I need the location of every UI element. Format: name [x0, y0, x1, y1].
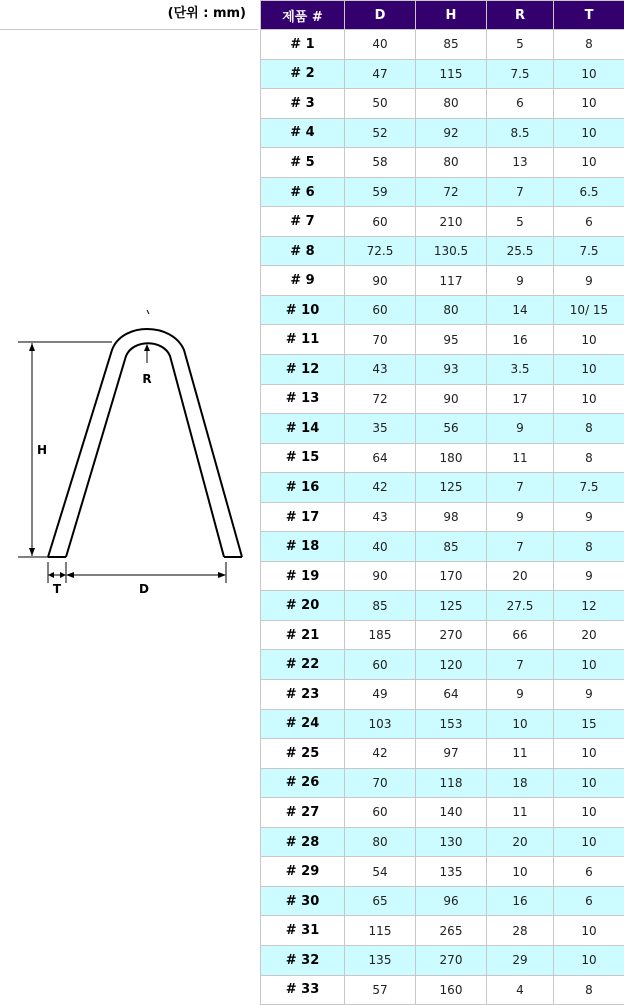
- r-value-cell: 8.5: [487, 118, 554, 148]
- d-value-cell: 57: [345, 975, 416, 1005]
- d-value-cell: 49: [345, 680, 416, 710]
- r-value-cell: 9: [487, 502, 554, 532]
- r-value-cell: 11: [487, 739, 554, 769]
- r-arrow: [144, 344, 150, 351]
- t-label: T: [53, 582, 62, 596]
- h-value-cell: 95: [416, 325, 487, 355]
- t-value-cell: 6: [554, 207, 624, 237]
- d-value-cell: 43: [345, 355, 416, 385]
- product-id-cell: # 4: [261, 118, 345, 148]
- product-id-cell: # 25: [261, 739, 345, 769]
- h-value-cell: 153: [416, 709, 487, 739]
- r-label: R: [142, 372, 151, 386]
- t-value-cell: 10: [554, 325, 624, 355]
- r-value-cell: 5: [487, 30, 554, 60]
- table-row: [261, 591, 624, 621]
- h-value-cell: 80: [416, 295, 487, 325]
- product-id-cell: # 19: [261, 561, 345, 591]
- table-row: [261, 768, 624, 798]
- h-value-cell: 92: [416, 118, 487, 148]
- d-value-cell: 90: [345, 561, 416, 591]
- table-row: [261, 177, 624, 207]
- r-value-cell: 13: [487, 148, 554, 178]
- product-id-cell: # 7: [261, 207, 345, 237]
- t-value-cell: 8: [554, 975, 624, 1005]
- r-value-cell: 20: [487, 561, 554, 591]
- h-value-cell: 85: [416, 532, 487, 562]
- t-value-cell: 6.5: [554, 177, 624, 207]
- d-value-cell: 103: [345, 709, 416, 739]
- h-value-cell: 160: [416, 975, 487, 1005]
- r-value-cell: 28: [487, 916, 554, 946]
- product-id-cell: # 15: [261, 443, 345, 473]
- h-value-cell: 170: [416, 561, 487, 591]
- r-value-cell: 4: [487, 975, 554, 1005]
- product-id-cell: # 27: [261, 798, 345, 828]
- header-h: H: [416, 1, 487, 30]
- t-arrow-left: [48, 572, 54, 578]
- r-value-cell: 6: [487, 89, 554, 119]
- table-row: [261, 236, 624, 266]
- h-value-cell: 130: [416, 827, 487, 857]
- product-id-cell: # 24: [261, 709, 345, 739]
- t-value-cell: 10: [554, 768, 624, 798]
- h-value-cell: 115: [416, 59, 487, 89]
- table-row: [261, 945, 624, 975]
- t-value-cell: 10: [554, 916, 624, 946]
- product-id-cell: # 20: [261, 591, 345, 621]
- r-value-cell: 14: [487, 295, 554, 325]
- r-value-cell: 11: [487, 443, 554, 473]
- d-value-cell: 58: [345, 148, 416, 178]
- d-arrow-left: [66, 572, 74, 578]
- product-id-cell: # 12: [261, 355, 345, 385]
- d-value-cell: 90: [345, 266, 416, 296]
- d-arrow-right: [218, 572, 226, 578]
- r-value-cell: 5: [487, 207, 554, 237]
- t-value-cell: 9: [554, 502, 624, 532]
- t-value-cell: 10: [554, 384, 624, 414]
- h-value-cell: 125: [416, 473, 487, 503]
- h-value-cell: 130.5: [416, 236, 487, 266]
- product-id-cell: # 30: [261, 886, 345, 916]
- d-value-cell: 40: [345, 532, 416, 562]
- t-value-cell: 10: [554, 355, 624, 385]
- t-value-cell: 6: [554, 857, 624, 887]
- product-id-cell: # 18: [261, 532, 345, 562]
- d-value-cell: 135: [345, 945, 416, 975]
- h-arrow-bottom: [29, 548, 35, 556]
- table-row: [261, 798, 624, 828]
- product-id-cell: # 3: [261, 89, 345, 119]
- t-value-cell: 10/ 15: [554, 295, 624, 325]
- r-value-cell: 11: [487, 798, 554, 828]
- d-value-cell: 40: [345, 30, 416, 60]
- t-value-cell: 9: [554, 561, 624, 591]
- r-value-cell: 29: [487, 945, 554, 975]
- product-id-cell: # 13: [261, 384, 345, 414]
- h-value-cell: 125: [416, 591, 487, 621]
- t-value-cell: 10: [554, 945, 624, 975]
- d-value-cell: 42: [345, 473, 416, 503]
- table-row: [261, 916, 624, 946]
- t-arrow-right: [60, 572, 66, 578]
- d-value-cell: 35: [345, 414, 416, 444]
- table-row: [261, 561, 624, 591]
- h-label: H: [37, 443, 47, 457]
- header-t: T: [554, 1, 624, 30]
- header-product: 제품 #: [261, 1, 345, 30]
- bracket-dimension-diagram: [0, 300, 258, 610]
- h-value-cell: 120: [416, 650, 487, 680]
- t-value-cell: 7.5: [554, 236, 624, 266]
- t-value-cell: 10: [554, 148, 624, 178]
- r-value-cell: 10: [487, 709, 554, 739]
- t-value-cell: 20: [554, 620, 624, 650]
- table-row: [261, 739, 624, 769]
- d-value-cell: 52: [345, 118, 416, 148]
- product-spec-table: [260, 0, 624, 1005]
- d-value-cell: 72: [345, 384, 416, 414]
- product-id-cell: # 11: [261, 325, 345, 355]
- r-value-cell: 18: [487, 768, 554, 798]
- d-value-cell: 54: [345, 857, 416, 887]
- t-value-cell: 6: [554, 886, 624, 916]
- product-id-cell: # 2: [261, 59, 345, 89]
- t-value-cell: 10: [554, 827, 624, 857]
- product-id-cell: # 14: [261, 414, 345, 444]
- h-value-cell: 180: [416, 443, 487, 473]
- t-value-cell: 12: [554, 591, 624, 621]
- table-row: [261, 118, 624, 148]
- h-value-cell: 85: [416, 30, 487, 60]
- product-id-cell: # 10: [261, 295, 345, 325]
- header-d: D: [345, 1, 416, 30]
- t-value-cell: 8: [554, 532, 624, 562]
- product-id-cell: # 31: [261, 916, 345, 946]
- product-id-cell: # 26: [261, 768, 345, 798]
- d-value-cell: 72.5: [345, 236, 416, 266]
- bracket-mark: [147, 310, 149, 314]
- table-row: [261, 325, 624, 355]
- h-value-cell: 97: [416, 739, 487, 769]
- t-value-cell: 8: [554, 414, 624, 444]
- d-value-cell: 115: [345, 916, 416, 946]
- table-row: [261, 886, 624, 916]
- table-row: [261, 295, 624, 325]
- table-row: [261, 975, 624, 1005]
- h-value-cell: 140: [416, 798, 487, 828]
- d-value-cell: 60: [345, 207, 416, 237]
- h-value-cell: 72: [416, 177, 487, 207]
- h-value-cell: 80: [416, 89, 487, 119]
- table-row: [261, 857, 624, 887]
- t-value-cell: 10: [554, 89, 624, 119]
- unit-label: (단위 : mm): [0, 0, 258, 28]
- product-id-cell: # 29: [261, 857, 345, 887]
- h-value-cell: 98: [416, 502, 487, 532]
- table-row: [261, 148, 624, 178]
- product-id-cell: # 32: [261, 945, 345, 975]
- r-value-cell: 16: [487, 886, 554, 916]
- product-id-cell: # 17: [261, 502, 345, 532]
- table-row: [261, 473, 624, 503]
- table-row: [261, 30, 624, 60]
- d-value-cell: 65: [345, 886, 416, 916]
- r-value-cell: 9: [487, 414, 554, 444]
- h-value-cell: 117: [416, 266, 487, 296]
- product-id-cell: # 5: [261, 148, 345, 178]
- d-value-cell: 60: [345, 798, 416, 828]
- product-id-cell: # 1: [261, 30, 345, 60]
- table-row: [261, 59, 624, 89]
- product-id-cell: # 22: [261, 650, 345, 680]
- product-id-cell: # 16: [261, 473, 345, 503]
- r-value-cell: 7: [487, 532, 554, 562]
- d-value-cell: 185: [345, 620, 416, 650]
- r-value-cell: 20: [487, 827, 554, 857]
- table-row: [261, 827, 624, 857]
- d-value-cell: 43: [345, 502, 416, 532]
- h-value-cell: 265: [416, 916, 487, 946]
- table-row: [261, 532, 624, 562]
- r-value-cell: 9: [487, 266, 554, 296]
- r-value-cell: 9: [487, 680, 554, 710]
- t-value-cell: 8: [554, 30, 624, 60]
- d-value-cell: 64: [345, 443, 416, 473]
- product-id-cell: # 28: [261, 827, 345, 857]
- d-value-cell: 42: [345, 739, 416, 769]
- table-row: [261, 89, 624, 119]
- r-value-cell: 66: [487, 620, 554, 650]
- d-value-cell: 59: [345, 177, 416, 207]
- h-value-cell: 93: [416, 355, 487, 385]
- r-value-cell: 10: [487, 857, 554, 887]
- h-value-cell: 90: [416, 384, 487, 414]
- t-value-cell: 15: [554, 709, 624, 739]
- h-value-cell: 270: [416, 945, 487, 975]
- r-value-cell: 25.5: [487, 236, 554, 266]
- h-value-cell: 135: [416, 857, 487, 887]
- h-value-cell: 210: [416, 207, 487, 237]
- d-value-cell: 80: [345, 827, 416, 857]
- t-value-cell: 9: [554, 266, 624, 296]
- table-row: [261, 650, 624, 680]
- t-value-cell: 10: [554, 59, 624, 89]
- t-value-cell: 10: [554, 650, 624, 680]
- table-row: [261, 414, 624, 444]
- t-value-cell: 10: [554, 798, 624, 828]
- d-value-cell: 60: [345, 650, 416, 680]
- h-value-cell: 270: [416, 620, 487, 650]
- table-row: [261, 620, 624, 650]
- d-value-cell: 85: [345, 591, 416, 621]
- h-value-cell: 64: [416, 680, 487, 710]
- product-id-cell: # 6: [261, 177, 345, 207]
- h-value-cell: 118: [416, 768, 487, 798]
- r-value-cell: 27.5: [487, 591, 554, 621]
- d-label: D: [139, 582, 149, 596]
- d-value-cell: 47: [345, 59, 416, 89]
- header-r: R: [487, 1, 554, 30]
- d-value-cell: 50: [345, 89, 416, 119]
- product-id-cell: # 8: [261, 236, 345, 266]
- r-value-cell: 7: [487, 473, 554, 503]
- diagram-panel: [0, 29, 258, 973]
- d-value-cell: 70: [345, 768, 416, 798]
- r-value-cell: 3.5: [487, 355, 554, 385]
- product-id-cell: # 9: [261, 266, 345, 296]
- table-row: [261, 709, 624, 739]
- r-value-cell: 17: [487, 384, 554, 414]
- t-value-cell: 8: [554, 443, 624, 473]
- table-header-row: [261, 1, 624, 30]
- table-row: [261, 266, 624, 296]
- r-value-cell: 7: [487, 650, 554, 680]
- table-row: [261, 443, 624, 473]
- table-row: [261, 502, 624, 532]
- table-row: [261, 384, 624, 414]
- t-value-cell: 10: [554, 118, 624, 148]
- t-value-cell: 7.5: [554, 473, 624, 503]
- h-value-cell: 80: [416, 148, 487, 178]
- product-id-cell: # 33: [261, 975, 345, 1005]
- h-value-cell: 56: [416, 414, 487, 444]
- t-value-cell: 9: [554, 680, 624, 710]
- r-value-cell: 16: [487, 325, 554, 355]
- d-value-cell: 70: [345, 325, 416, 355]
- product-id-cell: # 23: [261, 680, 345, 710]
- r-value-cell: 7.5: [487, 59, 554, 89]
- h-arrow-top: [29, 343, 35, 351]
- t-value-cell: 10: [554, 739, 624, 769]
- product-id-cell: # 21: [261, 620, 345, 650]
- r-value-cell: 7: [487, 177, 554, 207]
- table-row: [261, 680, 624, 710]
- h-value-cell: 96: [416, 886, 487, 916]
- table-row: [261, 355, 624, 385]
- d-value-cell: 60: [345, 295, 416, 325]
- table-row: [261, 207, 624, 237]
